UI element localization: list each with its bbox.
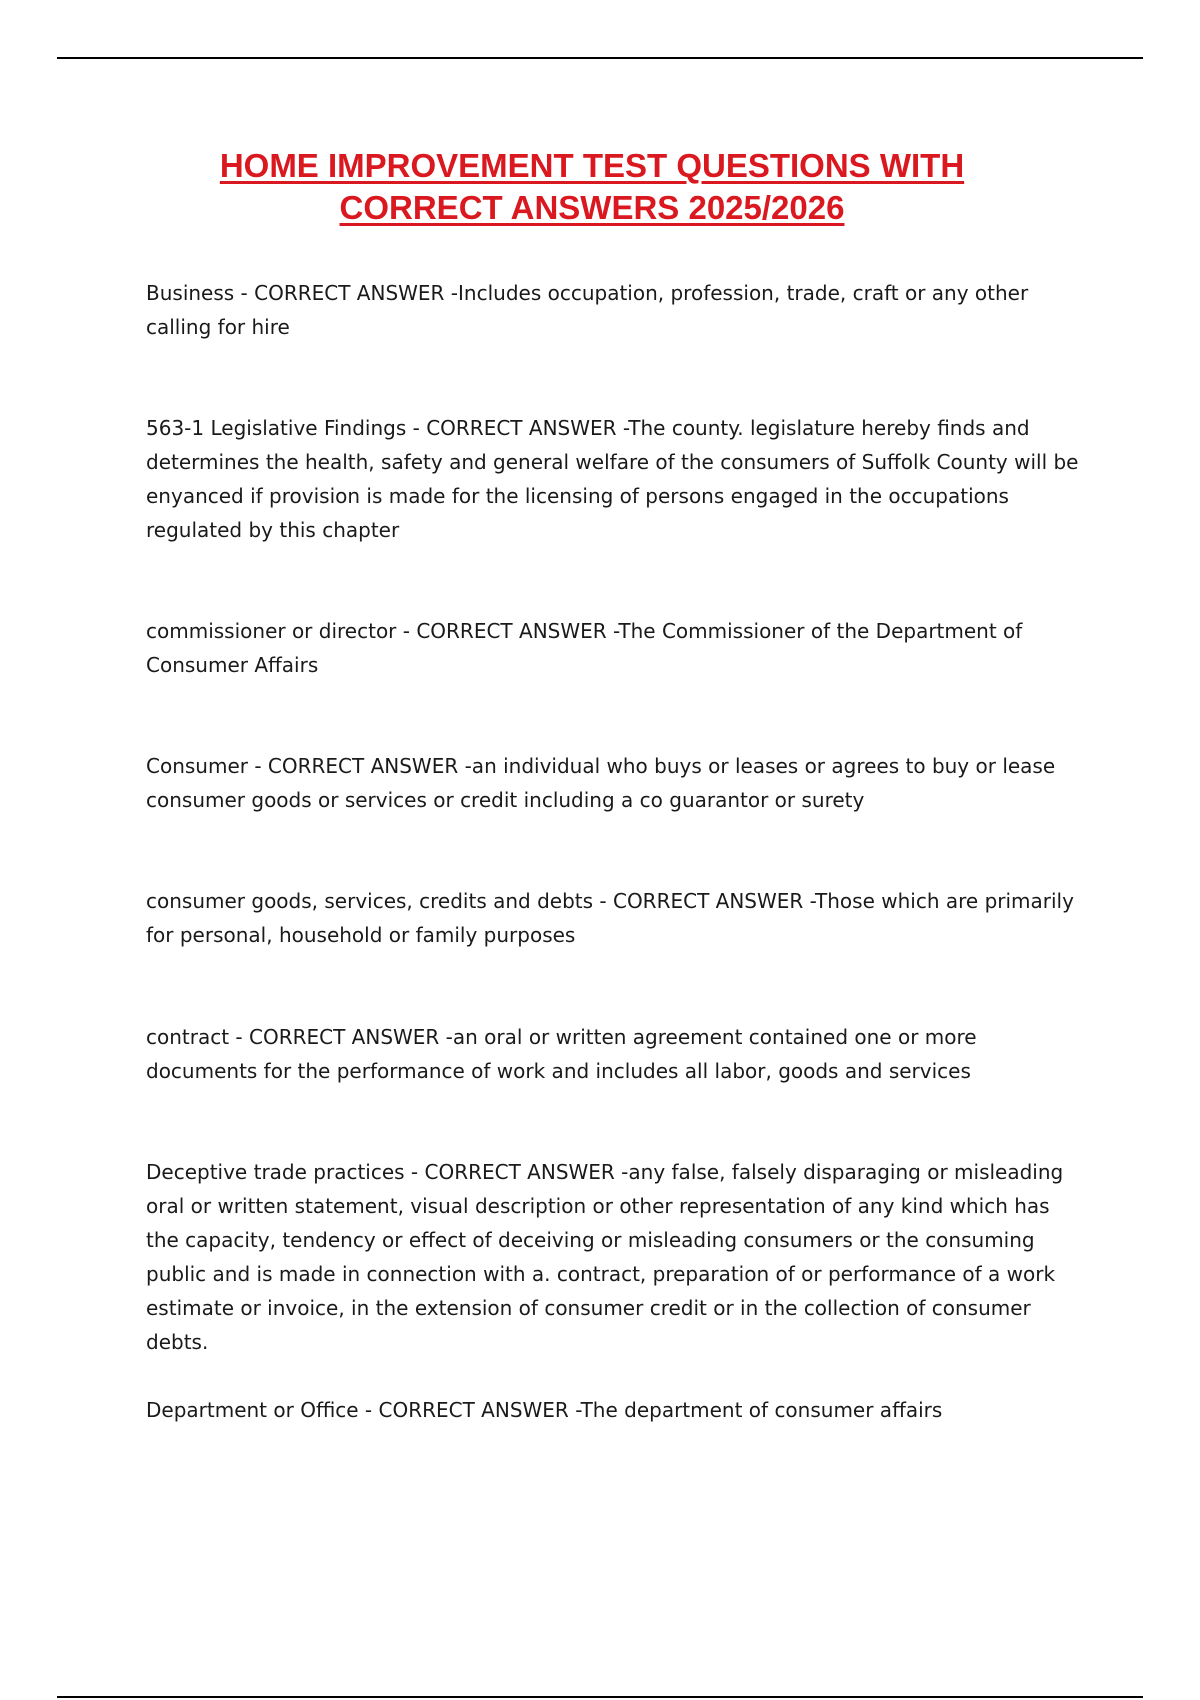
- entry-commissioner: commissioner or director - CORRECT ANSWER -The Commissioner of the Department of Consumer Affairs: [146, 619, 1023, 677]
- page-title: [0, 145, 1184, 229]
- title-line-2: CORRECT ANSWERS 2025/2026: [339, 189, 845, 226]
- entry-legislative-findings: 563-1 Legislative Findings - CORRECT ANSWER -The county. legislature hereby finds and determines the health, safety and general welfare of the consumers of Suffolk County will be enyanced if provision is made for the licensing of persons engaged in the occupations regulated by this chapter: [146, 416, 1079, 542]
- title-line-1: HOME IMPROVEMENT TEST QUESTIONS WITH: [219, 147, 965, 184]
- entry-contract: contract - CORRECT ANSWER -an oral or written agreement contained one or more documents for the performance of work and includes all labor, goods and services: [146, 1025, 977, 1083]
- entry-consumer-goods: consumer goods, services, credits and debts - CORRECT ANSWER -Those which are primarily for personal, household or family purposes: [146, 889, 1074, 947]
- entry-business: Business - CORRECT ANSWER -Includes occupation, profession, trade, craft or any other calling for hire: [146, 281, 1029, 339]
- top-divider: [57, 57, 1143, 59]
- entry-consumer: Consumer - CORRECT ANSWER -an individual who buys or leases or agrees to buy or lease consumer goods or services or credit including a co guarantor or surety: [146, 754, 1056, 812]
- entry-department: Department or Office - CORRECT ANSWER -The department of consumer affairs: [146, 1398, 943, 1422]
- entry-deceptive-trade-practices: Deceptive trade practices - CORRECT ANSWER -any false, falsely disparaging or misleading oral or written statement, visual description or other representation of any kind which has the capacity, tendency or effect of deceiving or misleading consumers or the consuming public and is made in connection with a. contract, preparation of or performance of a work estimate or invoice, in the extension of consumer credit or in the collection of consumer debts.: [146, 1160, 1064, 1354]
- bottom-divider: [57, 1696, 1143, 1698]
